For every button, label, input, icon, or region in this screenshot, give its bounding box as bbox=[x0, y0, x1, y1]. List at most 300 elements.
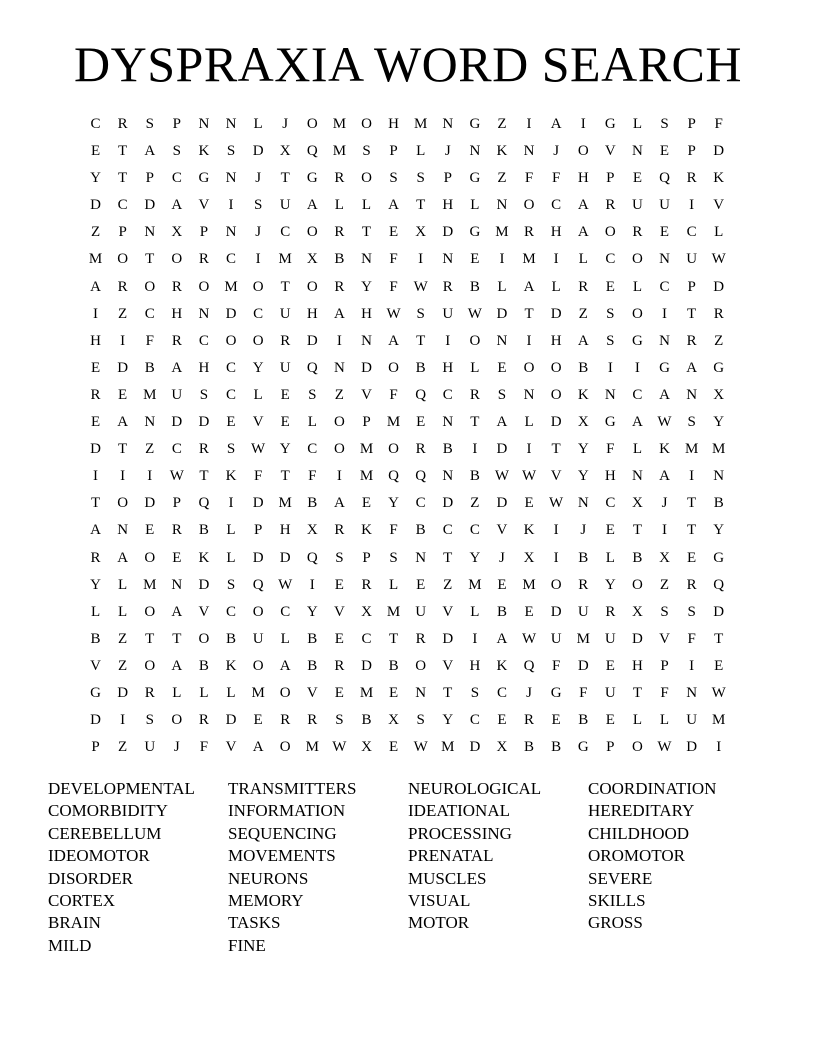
word-list-item: OROMOTOR bbox=[588, 846, 685, 866]
grid-letter: O bbox=[333, 441, 345, 458]
grid-letter: Q bbox=[198, 495, 210, 512]
grid-letter: M bbox=[468, 576, 482, 593]
grid-letter: Q bbox=[523, 657, 535, 674]
grid-letter: O bbox=[225, 332, 237, 349]
grid-letter: E bbox=[90, 359, 101, 376]
grid-letter: E bbox=[497, 712, 507, 729]
word-list bbox=[48, 778, 768, 957]
grid-letter: C bbox=[226, 251, 237, 268]
grid-letter: N bbox=[442, 468, 454, 485]
grid-letter: L bbox=[497, 278, 507, 295]
grid-letter: O bbox=[171, 712, 183, 729]
grid-letter: O bbox=[252, 657, 264, 674]
grid-letter: A bbox=[523, 278, 535, 295]
grid-letter: Z bbox=[659, 576, 670, 593]
grid-letter: N bbox=[659, 332, 670, 349]
grid-letter: J bbox=[553, 143, 560, 160]
grid-letter: Q bbox=[306, 549, 318, 566]
grid-letter: I bbox=[526, 116, 532, 132]
grid-letter: O bbox=[117, 251, 129, 268]
grid-letter: D bbox=[713, 143, 725, 160]
grid-letter: O bbox=[550, 576, 562, 593]
grid-letter: T bbox=[199, 468, 209, 485]
grid-letter: O bbox=[306, 224, 318, 241]
grid-letter: P bbox=[362, 549, 371, 566]
grid-letter: B bbox=[496, 603, 507, 620]
grid-letter: P bbox=[91, 739, 100, 756]
grid-letter: V bbox=[442, 657, 454, 674]
word-list-item: SKILLS bbox=[588, 891, 646, 911]
grid-letter: N bbox=[577, 495, 589, 512]
grid-letter: Y bbox=[90, 576, 101, 593]
grid-letter: G bbox=[198, 170, 210, 187]
grid-letter: U bbox=[279, 359, 291, 376]
grid-letter: I bbox=[689, 657, 695, 674]
grid-letter: N bbox=[225, 224, 237, 241]
grid-letter: V bbox=[604, 143, 616, 160]
grid-letter: O bbox=[388, 359, 399, 376]
grid-letter: A bbox=[388, 197, 399, 214]
grid-letter: B bbox=[551, 739, 562, 756]
grid-letter: D bbox=[496, 495, 508, 512]
grid-letter: C bbox=[686, 224, 697, 241]
grid-letter: L bbox=[90, 603, 101, 620]
grid-letter: D bbox=[306, 332, 318, 349]
page-title: DYSPRAXIA WORD SEARCH bbox=[73, 36, 743, 92]
grid-letter: O bbox=[632, 739, 643, 756]
grid-letter: V bbox=[550, 468, 562, 485]
grid-letter: R bbox=[117, 116, 128, 132]
word-list-item: FINE bbox=[228, 935, 266, 955]
grid-letter: H bbox=[550, 224, 562, 241]
grid-letter: I bbox=[499, 251, 505, 268]
grid-letter: T bbox=[118, 143, 128, 160]
grid-letter: E bbox=[334, 630, 344, 647]
grid-letter: R bbox=[713, 305, 724, 322]
word-list-item: VISUAL bbox=[408, 891, 471, 911]
word-list-item: COORDINATION bbox=[588, 779, 717, 798]
grid-letter: X bbox=[279, 143, 291, 160]
grid-letter: O bbox=[306, 116, 318, 132]
grid-letter: N bbox=[361, 251, 372, 268]
grid-letter: J bbox=[661, 495, 668, 512]
grid-letter: B bbox=[388, 657, 399, 674]
grid-letter: C bbox=[442, 522, 453, 539]
grid-letter: I bbox=[716, 739, 722, 756]
grid-letter: E bbox=[659, 143, 670, 160]
word-list-item: MUSCLES bbox=[408, 868, 487, 888]
grid-letter: F bbox=[253, 468, 263, 485]
grid-letter: R bbox=[605, 603, 616, 620]
grid-letter: V bbox=[659, 630, 670, 647]
grid-letter: S bbox=[362, 143, 371, 160]
grid-letter: S bbox=[335, 712, 344, 729]
grid-letter: T bbox=[416, 197, 426, 214]
grid-letter: O bbox=[523, 197, 535, 214]
grid-letter: D bbox=[279, 549, 291, 566]
grid-letter: I bbox=[418, 251, 424, 268]
grid-letter: B bbox=[632, 549, 643, 566]
grid-letter: J bbox=[580, 522, 587, 539]
grid-letter: N bbox=[144, 224, 156, 241]
grid-letter: D bbox=[713, 278, 725, 295]
grid-letter: E bbox=[470, 251, 480, 268]
grid-letter: E bbox=[632, 170, 642, 187]
grid-letter: E bbox=[388, 224, 399, 241]
grid-row bbox=[82, 409, 734, 436]
grid-letter: D bbox=[90, 712, 101, 729]
word-list-item: PROCESSING bbox=[408, 823, 512, 843]
grid-letter: I bbox=[336, 332, 342, 349]
grid-letter: W bbox=[332, 739, 347, 756]
grid-letter: O bbox=[523, 359, 535, 376]
grid-letter: A bbox=[496, 414, 508, 431]
grid-letter: E bbox=[253, 712, 263, 729]
grid-letter: X bbox=[388, 712, 399, 729]
grid-letter: D bbox=[442, 224, 454, 241]
grid-letter: P bbox=[606, 170, 615, 187]
grid-letter: N bbox=[144, 414, 156, 431]
grid-letter: C bbox=[171, 441, 182, 458]
grid-letter: A bbox=[577, 197, 589, 214]
grid-letter: I bbox=[607, 359, 613, 376]
grid-letter: U bbox=[279, 305, 291, 322]
grid-letter: S bbox=[470, 684, 480, 701]
grid-letter: A bbox=[388, 332, 399, 349]
grid-letter: N bbox=[442, 116, 454, 132]
grid-letter: B bbox=[578, 359, 589, 376]
grid-letter: W bbox=[657, 739, 672, 756]
grid-letter: K bbox=[713, 170, 725, 187]
grid-letter: S bbox=[606, 305, 615, 322]
grid-letter: F bbox=[389, 278, 398, 295]
grid-letter: T bbox=[632, 522, 642, 539]
grid-letter: X bbox=[306, 251, 318, 268]
grid-letter: N bbox=[171, 576, 183, 593]
grid-letter: X bbox=[632, 603, 643, 620]
grid-letter: I bbox=[634, 359, 640, 376]
grid-letter: Y bbox=[442, 712, 454, 729]
grid-letter: A bbox=[171, 197, 183, 214]
grid-letter: O bbox=[388, 441, 399, 458]
grid-letter: O bbox=[144, 603, 156, 620]
grid-letter: C bbox=[361, 630, 372, 647]
grid-letter: I bbox=[120, 468, 126, 485]
grid-letter: S bbox=[497, 386, 507, 403]
grid-letter: Y bbox=[713, 522, 725, 539]
grid-row bbox=[82, 626, 734, 653]
grid-letter: L bbox=[470, 603, 480, 620]
grid-letter: G bbox=[550, 684, 562, 701]
grid-letter: L bbox=[253, 116, 263, 132]
grid-letter: D bbox=[90, 197, 101, 214]
grid-letter: E bbox=[145, 522, 155, 539]
word-list-item: GROSS bbox=[588, 913, 643, 933]
grid-letter: O bbox=[550, 386, 562, 403]
grid-letter: N bbox=[469, 143, 481, 160]
grid-letter: A bbox=[90, 522, 101, 539]
grid-letter: F bbox=[551, 170, 561, 187]
grid-letter: K bbox=[361, 522, 372, 539]
grid-letter: U bbox=[577, 603, 589, 620]
grid-letter: Z bbox=[714, 332, 724, 349]
grid-letter: L bbox=[361, 197, 372, 214]
grid-letter: N bbox=[361, 332, 372, 349]
grid-letter: U bbox=[144, 739, 156, 756]
grid-letter: Z bbox=[443, 576, 453, 593]
grid-letter: E bbox=[605, 278, 615, 295]
grid-letter: R bbox=[334, 224, 345, 241]
grid-letter: C bbox=[659, 278, 670, 295]
grid-letter: D bbox=[144, 495, 156, 512]
grid-letter: N bbox=[523, 143, 535, 160]
grid-letter: G bbox=[604, 116, 616, 132]
grid-letter: F bbox=[714, 116, 723, 132]
grid-letter: O bbox=[198, 630, 210, 647]
grid-letter: L bbox=[199, 684, 209, 701]
grid-letter: O bbox=[550, 359, 562, 376]
grid-letter: T bbox=[280, 468, 290, 485]
grid-letter: T bbox=[280, 170, 290, 187]
word-list-item: COMORBIDITY bbox=[48, 801, 168, 821]
grid-letter: Z bbox=[118, 305, 128, 322]
grid-letter: O bbox=[577, 143, 589, 160]
grid-letter: V bbox=[361, 386, 372, 403]
grid-letter: X bbox=[713, 386, 725, 403]
grid-letter: U bbox=[279, 197, 291, 214]
grid-letter: E bbox=[524, 495, 534, 512]
grid-letter: O bbox=[306, 278, 318, 295]
grid-letter: W bbox=[521, 630, 537, 647]
grid-letter: E bbox=[416, 414, 426, 431]
grid-letter: M bbox=[359, 441, 374, 458]
grid-letter: E bbox=[90, 143, 101, 160]
grid-letter: E bbox=[280, 386, 290, 403]
grid-letter: F bbox=[606, 441, 615, 458]
grid-letter: R bbox=[415, 441, 426, 458]
grid-letter: T bbox=[443, 684, 453, 701]
grid-letter: K bbox=[577, 386, 589, 403]
grid-letter: U bbox=[632, 197, 643, 214]
grid-row bbox=[82, 653, 734, 680]
grid-letter: Y bbox=[279, 441, 291, 458]
grid-letter: I bbox=[689, 197, 695, 214]
grid-letter: B bbox=[144, 359, 155, 376]
grid-letter: T bbox=[90, 495, 101, 512]
grid-letter: G bbox=[90, 684, 101, 701]
grid-letter: E bbox=[605, 522, 615, 539]
grid-letter: B bbox=[334, 251, 345, 268]
word-list-item: MOVEMENTS bbox=[228, 846, 336, 866]
grid-letter: G bbox=[469, 170, 481, 187]
word-list-item: SEQUENCING bbox=[228, 823, 337, 843]
grid-letter: P bbox=[687, 116, 696, 132]
grid-letter: I bbox=[526, 332, 532, 349]
grid-letter: R bbox=[578, 576, 589, 593]
grid-letter: I bbox=[662, 305, 668, 322]
grid-letter: G bbox=[577, 739, 589, 756]
grid-letter: O bbox=[632, 576, 643, 593]
grid-row bbox=[82, 382, 734, 409]
grid-letter: S bbox=[660, 603, 669, 620]
grid-row bbox=[82, 490, 734, 517]
word-list-item: INFORMATION bbox=[228, 801, 346, 821]
grid-letter: S bbox=[389, 170, 398, 187]
grid-row bbox=[82, 572, 734, 599]
grid-letter: J bbox=[282, 116, 289, 132]
grid-letter: M bbox=[278, 251, 292, 268]
grid-letter: A bbox=[632, 414, 643, 431]
grid-letter: H bbox=[361, 305, 372, 322]
grid-letter: O bbox=[632, 305, 643, 322]
grid-letter: G bbox=[659, 359, 670, 376]
grid-letter: Z bbox=[497, 116, 507, 132]
grid-letter: I bbox=[120, 712, 126, 729]
grid-letter: C bbox=[496, 684, 507, 701]
grid-letter: J bbox=[255, 170, 262, 187]
grid-letter: T bbox=[172, 630, 182, 647]
grid-letter: H bbox=[550, 332, 562, 349]
grid-letter: E bbox=[172, 549, 182, 566]
grid-letter: R bbox=[198, 441, 209, 458]
grid-letter: A bbox=[496, 630, 508, 647]
grid-letter: T bbox=[416, 332, 426, 349]
grid-letter: C bbox=[469, 522, 480, 539]
grid-letter: W bbox=[251, 441, 266, 458]
word-column bbox=[588, 778, 768, 957]
grid-letter: K bbox=[523, 522, 535, 539]
word-column bbox=[408, 778, 588, 957]
grid-row bbox=[82, 599, 734, 626]
grid-letter: G bbox=[713, 549, 725, 566]
grid-letter: Q bbox=[415, 468, 427, 485]
grid-letter: B bbox=[226, 630, 237, 647]
grid-letter: L bbox=[226, 522, 236, 539]
grid-letter: D bbox=[252, 495, 264, 512]
grid-letter: I bbox=[553, 522, 559, 539]
grid-row bbox=[82, 301, 734, 328]
grid-letter: L bbox=[605, 549, 615, 566]
grid-letter: W bbox=[278, 576, 293, 593]
grid-letter: A bbox=[577, 224, 589, 241]
grid-letter: M bbox=[359, 468, 374, 485]
grid-letter: H bbox=[90, 332, 101, 349]
grid-letter: X bbox=[632, 495, 643, 512]
grid-letter: S bbox=[199, 386, 209, 403]
grid-letter: B bbox=[307, 657, 318, 674]
grid-letter: N bbox=[496, 332, 508, 349]
grid-letter: S bbox=[416, 305, 425, 322]
grid-letter: H bbox=[577, 170, 589, 187]
grid-letter: C bbox=[605, 495, 616, 512]
grid-letter: H bbox=[469, 657, 481, 674]
grid-letter: M bbox=[386, 603, 401, 620]
grid-letter: P bbox=[362, 414, 371, 431]
grid-letter: L bbox=[632, 278, 642, 295]
grid-row bbox=[82, 436, 734, 463]
grid-letter: T bbox=[443, 549, 453, 566]
word-list-item: MOTOR bbox=[408, 913, 470, 933]
grid-letter: M bbox=[305, 739, 319, 756]
grid-letter: N bbox=[198, 116, 210, 132]
grid-letter: L bbox=[334, 197, 344, 214]
grid-letter: O bbox=[632, 251, 643, 268]
grid-letter: A bbox=[171, 603, 183, 620]
grid-letter: W bbox=[657, 414, 672, 431]
grid-letter: N bbox=[659, 251, 670, 268]
grid-letter: B bbox=[415, 522, 426, 539]
grid-letter: W bbox=[521, 468, 537, 485]
grid-letter: D bbox=[117, 359, 129, 376]
grid-letter: A bbox=[171, 657, 183, 674]
grid-letter: I bbox=[147, 468, 153, 485]
grid-letter: I bbox=[228, 197, 234, 214]
grid-letter: D bbox=[632, 630, 643, 647]
grid-letter: N bbox=[225, 116, 237, 132]
grid-letter: O bbox=[252, 332, 264, 349]
grid-letter: M bbox=[88, 251, 103, 268]
grid-letter: H bbox=[306, 305, 318, 322]
grid-letter: R bbox=[171, 278, 182, 295]
grid-letter: R bbox=[524, 712, 535, 729]
grid-letter: M bbox=[522, 251, 536, 268]
grid-letter: T bbox=[145, 251, 155, 268]
grid-letter: G bbox=[713, 359, 725, 376]
grid-letter: X bbox=[659, 549, 670, 566]
grid-letter: F bbox=[199, 739, 209, 756]
grid-letter: K bbox=[198, 549, 210, 566]
grid-letter: L bbox=[551, 278, 561, 295]
grid-letter: N bbox=[442, 251, 454, 268]
grid-letter: E bbox=[334, 684, 344, 701]
grid-letter: Q bbox=[415, 386, 427, 403]
grid-letter: R bbox=[90, 386, 101, 403]
grid-letter: R bbox=[415, 630, 426, 647]
grid-letter: I bbox=[662, 522, 668, 539]
grid-letter: F bbox=[524, 170, 534, 187]
grid-letter: F bbox=[308, 468, 317, 485]
grid-letter: A bbox=[659, 468, 670, 485]
grid-letter: U bbox=[171, 386, 183, 403]
grid-letter: O bbox=[415, 657, 427, 674]
grid-letter: K bbox=[225, 657, 237, 674]
grid-letter: B bbox=[469, 278, 480, 295]
grid-letter: E bbox=[714, 657, 724, 674]
grid-letter: Y bbox=[90, 170, 101, 187]
grid-letter: M bbox=[522, 576, 536, 593]
grid-letter: U bbox=[686, 251, 698, 268]
grid-letter: M bbox=[441, 739, 455, 756]
grid-letter: D bbox=[198, 414, 210, 431]
grid-letter: V bbox=[225, 739, 237, 756]
grid-letter: D bbox=[361, 657, 372, 674]
grid-letter: L bbox=[632, 712, 642, 729]
grid-letter: B bbox=[713, 495, 724, 512]
grid-letter: M bbox=[414, 116, 428, 132]
word-column bbox=[228, 778, 408, 957]
grid-letter: Q bbox=[306, 359, 318, 376]
grid-letter: G bbox=[604, 414, 616, 431]
grid-letter: F bbox=[389, 251, 398, 268]
grid-letter: K bbox=[496, 657, 508, 674]
grid-letter: R bbox=[198, 251, 209, 268]
grid-letter: L bbox=[470, 197, 480, 214]
grid-row bbox=[82, 463, 734, 490]
grid-letter: Y bbox=[361, 278, 372, 295]
grid-letter: X bbox=[577, 414, 589, 431]
grid-letter: Q bbox=[306, 143, 318, 160]
grid-row bbox=[82, 517, 734, 544]
